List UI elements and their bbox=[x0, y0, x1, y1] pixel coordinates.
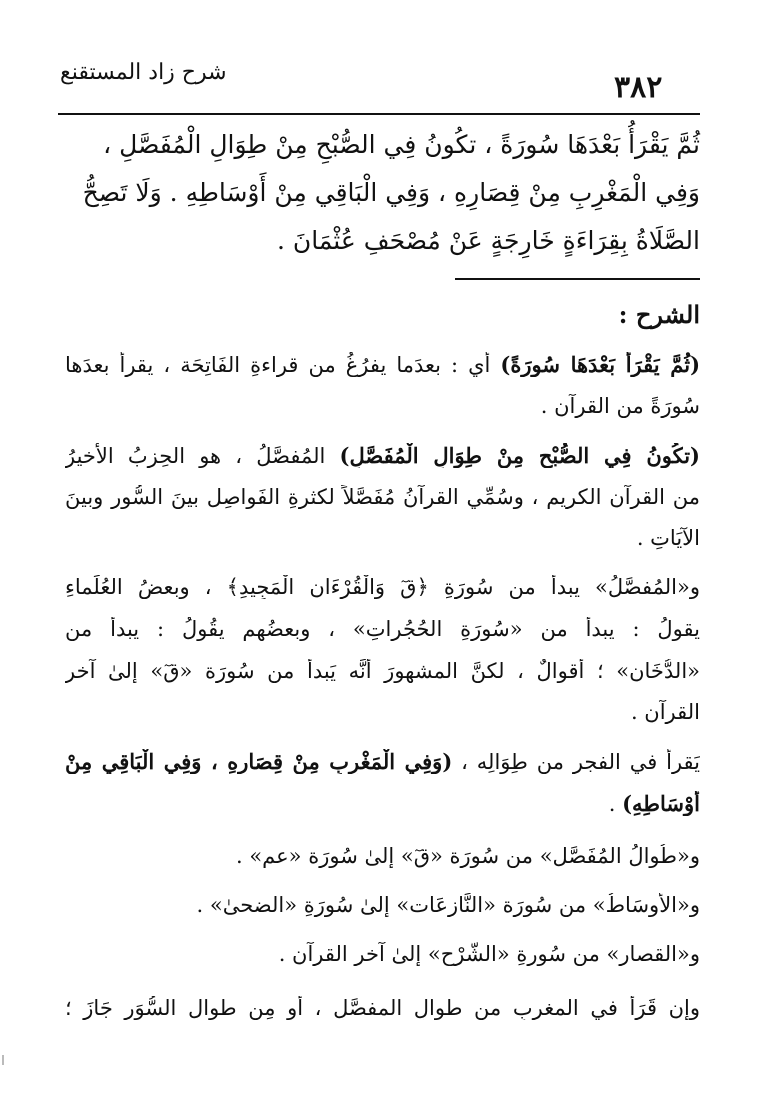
matn-line-2: وَفِي الْمَغْرِبِ مِنْ قِصَارِهِ ، وَفِي الْبَاقِي مِنْ أَوْسَاطِهِ . وَلَا تَصِحُّ bbox=[82, 178, 700, 207]
list-item-qisar: و«القصار» من سُورةِ «الشَّرْح» إلىٰ آخرِ القرآن . bbox=[278, 942, 700, 966]
p3-line-4: القرآنِ . bbox=[630, 700, 700, 724]
sharh-heading: الشرح : bbox=[618, 300, 700, 329]
p2-line-1 bbox=[65, 443, 700, 468]
header-rule bbox=[58, 113, 700, 115]
matn-line-3: الصَّلَاةُ بِقِرَاءَةٍ خَارِجَةٍ عَنْ مُصْحَفِ عُثْمَانَ . bbox=[276, 226, 700, 255]
matn-line-1: ثُمَّ يَقْرَأُ بَعْدَهَا سُورَةً ، تكُونُ فِي الصُّبْحِ مِنْ طِوَالِ الْمُفَصَّلِ ، bbox=[103, 130, 700, 159]
p4-text-pre: يَقرأُ في الفجرِ من طِوَالِه ، bbox=[461, 750, 700, 774]
p2-line-2: من القرآنِ الكريمِ ، وسُمِّي القرآنُ مُفَصَّلاً لكثرةِ الفَواصِلِ بينَ السُّورِ وبينَ bbox=[65, 485, 700, 509]
page-number: ٣٨٢ bbox=[614, 70, 663, 105]
p3-line-1: و«المُفصَّلُ» يبدأُ من سُورَةِ ﴿قٓ وَالْقُرْءَانِ الْمَجِيدِ﴾ ، وبعضُ العُلَماءِ bbox=[65, 575, 700, 599]
p4-line-2 bbox=[65, 791, 700, 816]
list-item-tiwal: و«طُوالُ المُفَصَّل» من سُورَة «قٓ» إلىٰ سُورَة «عم» . bbox=[235, 844, 700, 868]
last-paragraph-line: وإن قَرَأَ في المغربِ من طوالِ المفصَّلِ ، أو مِن طوالِ السُّوَرِ جَازَ ؛ bbox=[65, 996, 700, 1020]
section-divider bbox=[455, 278, 700, 280]
p1-quote: (ثُمَّ يَقْرَأُ بَعْدَهَا سُورَةً) bbox=[500, 352, 700, 377]
p4-quote-1: (وَفِي الْمَغْرِبِ مِنْ قِصَارِهِ ، وَفِي الْبَاقِي مِنْ bbox=[65, 749, 453, 774]
p3-line-2: يقولُ : يبدأُ من «سُورَةِ الحُجُراتِ» ، وبعضُهم يقُولُ : يبدأُ من bbox=[65, 617, 700, 641]
p4-text-post: . bbox=[608, 792, 616, 816]
p2-line-3: الآيَاتِ . bbox=[636, 526, 700, 550]
list-item-awsat: و«الأوسَاطُ» من سُورَة «النَّازِعَات» إلىٰ سُورَةِ «الضحىٰ» . bbox=[196, 893, 700, 917]
p3-line-3: «الدُّخَانِ» ؛ أقوالٌ ، لكنَّ المشهورَ أنَّه يَبدأُ من سُورَة «قٓ» إلىٰ آخرِ bbox=[65, 659, 700, 683]
p2-quote: (تكُونُ فِي الصُّبْحِ مِنْ طِوَالِ الْمُفَصَّلِ) bbox=[339, 443, 700, 468]
p4-quote-2: أَوْسَاطِهِ) bbox=[622, 791, 700, 816]
scan-mark bbox=[2, 1055, 4, 1065]
p2-text-1: المُفصَّلُ ، هو الحِزبُ الأخيرُ bbox=[65, 444, 326, 468]
running-header-title: شرح زاد المستقنع bbox=[60, 60, 227, 85]
p1-text-1: أي : بعدَما يفرُغُ من قراءةِ الفَاتِحَة ، يقرأُ بعدَها bbox=[65, 353, 491, 377]
p4-line-1 bbox=[65, 749, 700, 774]
p1-line-1 bbox=[65, 352, 700, 377]
p1-line-2: سُورَةً من القرآنِ . bbox=[540, 394, 700, 418]
